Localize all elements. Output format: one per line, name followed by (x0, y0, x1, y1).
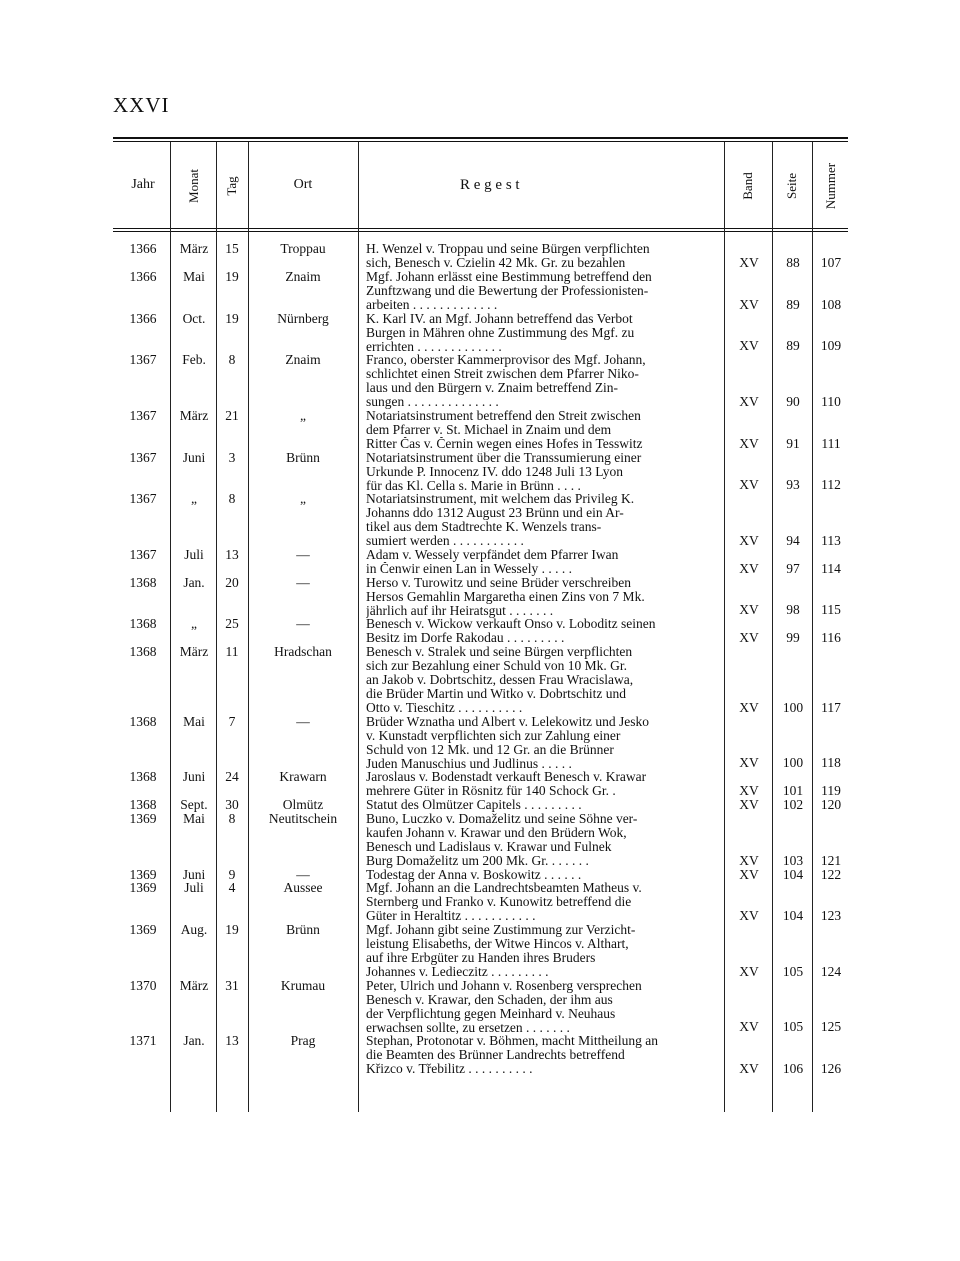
row-band: XV (739, 755, 759, 771)
row-ort: Aussee (283, 880, 323, 896)
regest-line: erwachsen sollte, zu ersetzen . . . . . . . (366, 1020, 570, 1035)
row-regest (366, 492, 720, 548)
row-ort: Neutitschein (268, 810, 338, 826)
row-tag: 8 (228, 491, 236, 507)
row-ort: Olmütz (282, 797, 324, 812)
row-regest (366, 451, 720, 493)
header-nummer: Nummer (823, 162, 838, 210)
regest-line: Statut des Olmützer Capitels . . . . . . . . . (366, 798, 582, 812)
row-monat: Sept. (180, 797, 208, 812)
row-tag: 19 (225, 268, 239, 284)
regest-line: Jaroslaus v. Bodenstadt verkauft Benesch v. Krawar (366, 770, 647, 785)
row-regest (366, 270, 720, 312)
row-jahr: 1367 (129, 546, 157, 562)
regest-line: kaufen Johann v. Krawar und den Brüdern Wok, (366, 825, 627, 840)
row-jahr: 1366 (129, 241, 157, 256)
row-jahr: 1368 (129, 769, 157, 785)
row-regest (366, 923, 720, 979)
regest-line: Benesch v. Krawar, den Schaden, der ihm aus (366, 992, 613, 1007)
row-monat: März (179, 977, 209, 993)
row-tag: 19 (225, 922, 239, 938)
row-seite: 105 (782, 1019, 804, 1035)
row-seite: 100 (782, 699, 804, 715)
row-nummer: 118 (821, 755, 841, 771)
col-divider-tag (248, 142, 249, 1112)
row-ort: Znaim (285, 352, 321, 368)
row-monat: Mai (183, 810, 205, 826)
row-seite: 102 (782, 797, 804, 812)
row-regest (366, 312, 720, 354)
row-seite: 91 (786, 435, 800, 451)
row-monat: Oct. (182, 310, 206, 326)
row-band: XV (739, 254, 759, 270)
regest-line: jährlich auf ihr Heiratsgut . . . . . . . (366, 603, 554, 618)
row-tag: 30 (225, 797, 239, 812)
row-jahr: 1368 (129, 797, 157, 812)
regest-line: Todestag der Anna v. Boskowitz . . . . . . (366, 867, 582, 882)
row-seite: 103 (782, 852, 804, 868)
row-band: XV (739, 963, 759, 979)
row-nummer: 109 (820, 338, 842, 354)
regest-line: tikel aus dem Stadtrechte K. Wenzels trans- (366, 520, 602, 535)
row-nummer: 122 (820, 866, 842, 882)
regest-line: Buno, Luczko v. Domaželitz und seine Söhne ver- (366, 811, 638, 826)
row-ort: — (296, 866, 310, 882)
regest-line: sumiert werden . . . . . . . . . . . (366, 534, 524, 549)
regest-line: Burg Domaželitz um 200 Mk. Gr. . . . . . . (366, 853, 589, 868)
row-ort: — (296, 616, 310, 632)
regest-line: Peter, Ulrich und Johann v. Rosenberg versprechen (366, 978, 642, 993)
regest-line: Mgf. Johann erlässt eine Bestimmung betreffend den (366, 269, 652, 284)
row-monat: Jan. (183, 574, 205, 590)
regest-line: Sternberg und Franko v. Kunowitz betreffend die (366, 895, 632, 910)
row-monat: „ (191, 491, 197, 507)
row-jahr: 1369 (129, 810, 157, 826)
regest-line: auf ihre Erbgüter zu Handen ihres Bruders (366, 951, 596, 966)
row-band: XV (739, 797, 759, 812)
row-seite: 104 (782, 866, 804, 882)
header-band: Band (740, 172, 755, 200)
row-seite: 106 (782, 1061, 804, 1077)
row-jahr: 1367 (129, 491, 157, 507)
regest-line: Notariatsinstrument betreffend den Streit zwischen (366, 408, 641, 423)
regest-line: Ritter Čas v. Černin wegen eines Hofes in Tesswitz (366, 436, 643, 451)
row-monat: Aug. (180, 922, 208, 938)
regest-line: leistung Elisabeths, der Witwe Hincos v. Althart, (366, 937, 629, 952)
row-seite: 105 (782, 963, 804, 979)
row-band: XV (739, 908, 759, 924)
row-nummer: 114 (821, 560, 841, 576)
row-nummer: 120 (820, 797, 842, 812)
row-nummer: 117 (821, 699, 841, 715)
row-seite: 104 (782, 908, 804, 924)
regest-line: Güter in Heraltitz . . . . . . . . . . . (366, 909, 536, 924)
col-divider-regest (724, 142, 725, 1112)
row-monat: Feb. (182, 352, 206, 368)
row-ort: Krawarn (279, 769, 327, 785)
row-band: XV (739, 699, 759, 715)
row-jahr: 1368 (129, 616, 157, 632)
regest-line: die Brüder Martin und Witko v. Dobrtschitz und (366, 687, 627, 702)
row-band: XV (739, 1019, 759, 1035)
row-tag: 31 (225, 977, 239, 993)
regest-line: dem Pfarrer v. St. Michael in Znaim und dem (366, 422, 612, 437)
row-band: XV (739, 435, 759, 451)
row-monat: Juli (184, 880, 204, 896)
row-nummer: 107 (820, 254, 842, 270)
row-seite: 89 (786, 296, 800, 312)
regest-line: Notariatsinstrument über die Transsumierung einer (366, 450, 642, 465)
row-nummer: 116 (821, 630, 841, 646)
regest-line: Besitz im Dorfe Rakodau . . . . . . . . . (366, 631, 565, 646)
row-regest (366, 812, 720, 868)
row-jahr: 1370 (129, 977, 157, 993)
row-ort: Brünn (286, 449, 320, 465)
regest-line: v. Kunstadt verpflichten sich zur Zahlung einer (366, 728, 621, 743)
row-jahr: 1366 (129, 268, 157, 284)
row-ort: Prag (290, 1033, 316, 1049)
row-ort: Troppau (280, 241, 326, 256)
regest-line: für das Kl. Cella s. Marie in Brünn . . . . (366, 478, 581, 493)
regest-line: Brüder Wznatha und Albert v. Lelekowitz und Jesko (366, 714, 650, 729)
header-regest: R e g e s t (460, 177, 520, 193)
row-tag: 11 (225, 644, 239, 660)
row-monat: Juni (182, 449, 206, 465)
row-band: XV (739, 532, 759, 548)
row-regest (366, 576, 720, 618)
row-nummer: 110 (821, 393, 841, 409)
row-monat: Juni (182, 866, 206, 882)
row-band: XV (739, 852, 759, 868)
row-monat: Juni (182, 769, 206, 785)
regest-line: in Čenwir einen Lan in Wessely . . . . . (366, 561, 573, 576)
row-tag: 8 (228, 810, 236, 826)
row-nummer: 108 (820, 296, 842, 312)
row-tag: 3 (228, 449, 236, 465)
row-nummer: 112 (821, 477, 841, 493)
row-seite: 93 (786, 477, 800, 493)
row-tag: 9 (228, 866, 236, 882)
regest-line: Johanns ddo 1312 August 23 Brünn und ein Ar- (366, 506, 624, 521)
row-nummer: 121 (820, 852, 842, 868)
row-regest (366, 617, 720, 645)
row-jahr: 1369 (129, 866, 157, 882)
row-band: XV (739, 866, 759, 882)
row-nummer: 124 (820, 963, 842, 979)
row-regest (366, 409, 720, 451)
row-jahr: 1368 (129, 574, 157, 590)
row-ort: — (296, 574, 310, 590)
row-monat: Jan. (183, 1033, 205, 1049)
row-tag: 13 (225, 1033, 239, 1049)
row-nummer: 123 (820, 908, 842, 924)
header-tag: Tag (224, 176, 239, 196)
regest-line: Schuld von 12 Mk. und 12 Gr. an die Brünner (366, 742, 614, 757)
regest-line: Benesch und Ladislaus v. Krawar und Fulnek (366, 839, 612, 854)
row-ort: Krumau (280, 977, 326, 993)
row-regest (366, 798, 720, 812)
col-divider-monat (216, 142, 217, 1112)
row-nummer: 119 (821, 783, 841, 799)
regest-line: Urkunde P. Innocenz IV. ddo 1248 Juli 13 Lyon (366, 464, 623, 479)
row-tag: 19 (225, 310, 239, 326)
row-band: XV (739, 560, 759, 576)
row-seite: 98 (786, 602, 800, 618)
row-ort: — (296, 546, 310, 562)
row-regest (366, 868, 720, 882)
row-jahr: 1369 (129, 880, 157, 896)
row-jahr: 1368 (129, 644, 157, 660)
row-nummer: 113 (821, 532, 841, 548)
row-tag: 20 (225, 574, 239, 590)
row-ort: Hradschan (274, 644, 332, 660)
header-rule-2 (113, 231, 848, 232)
regest-line: sungen . . . . . . . . . . . . . . (366, 395, 499, 410)
row-nummer: 111 (821, 435, 841, 451)
regest-line: Adam v. Wessely verpfändet dem Pfarrer Iwan (366, 547, 619, 562)
row-band: XV (739, 296, 759, 312)
row-regest (366, 353, 720, 409)
col-divider-ort (358, 142, 359, 1112)
regest-line: Juden Manuschius und Judlinus . . . . . (366, 756, 572, 771)
regest-line: Křizco v. Třebilitz . . . . . . . . . . (366, 1062, 533, 1077)
row-tag: 21 (225, 407, 239, 423)
row-band: XV (739, 338, 759, 354)
row-ort: „ (300, 491, 306, 507)
header-monat: Monat (186, 169, 201, 203)
row-band: XV (739, 477, 759, 493)
header-jahr: Jahr (131, 177, 155, 192)
row-monat: Juli (184, 546, 204, 562)
row-regest (366, 979, 720, 1035)
row-monat: „ (191, 616, 197, 632)
row-tag: 25 (225, 616, 239, 632)
regest-line: mehrere Güter in Rösnitz für 140 Schock Gr. . (366, 784, 616, 799)
regest-line: Franco, oberster Kammerprovisor des Mgf. Johann, (366, 353, 646, 368)
row-jahr: 1371 (129, 1033, 157, 1049)
regest-line: Benesch v. Stralek und seine Bürgen verpflichten (366, 645, 633, 660)
row-ort: Nürnberg (277, 310, 329, 326)
header-seite: Seite (784, 173, 799, 199)
regest-line: Notariatsinstrument, mit welchem das Privileg K. (366, 492, 635, 507)
row-band: XV (739, 602, 759, 618)
row-jahr: 1369 (129, 922, 157, 938)
row-seite: 94 (786, 532, 800, 548)
row-jahr: 1366 (129, 310, 157, 326)
row-ort: „ (300, 407, 306, 423)
top-rule-thick (113, 137, 848, 139)
top-rule-thin (113, 141, 848, 142)
regest-line: Hersos Gemahlin Margaretha einen Zins von 7 Mk. (366, 589, 645, 604)
row-tag: 4 (228, 880, 236, 896)
col-divider-jahr (170, 142, 171, 1112)
regest-line: Burgen in Mähren ohne Zustimmung des Mgf. zu (366, 325, 635, 340)
row-tag: 24 (225, 769, 239, 785)
row-band: XV (739, 1061, 759, 1077)
regest-line: sich zur Bezahlung einer Schuld von 10 Mk. Gr. (366, 659, 627, 674)
row-band: XV (739, 393, 759, 409)
row-seite: 88 (786, 254, 800, 270)
regest-line: arbeiten . . . . . . . . . . . . . (366, 297, 498, 312)
regest-line: Otto v. Tieschitz . . . . . . . . . . (366, 701, 523, 716)
row-regest (366, 881, 720, 923)
page-number: XXVI (113, 93, 170, 117)
row-nummer: 125 (820, 1019, 842, 1035)
row-regest (366, 770, 720, 798)
row-monat: März (179, 644, 209, 660)
row-nummer: 115 (821, 602, 841, 618)
row-monat: Mai (183, 268, 205, 284)
row-seite: 89 (786, 338, 800, 354)
row-regest (366, 548, 720, 576)
row-regest (366, 242, 720, 270)
row-seite: 90 (786, 393, 800, 409)
regest-line: Benesch v. Wickow verkauft Onso v. Loboditz seinen (366, 617, 656, 632)
row-ort: Znaim (285, 268, 321, 284)
row-tag: 13 (225, 546, 239, 562)
regest-line: Zunftzwang und die Bewertung der Professionisten- (366, 283, 649, 298)
row-regest (366, 645, 720, 715)
row-jahr: 1367 (129, 352, 157, 368)
row-band: XV (739, 630, 759, 646)
row-monat: Mai (183, 713, 205, 729)
row-ort: Brünn (286, 922, 320, 938)
row-tag: 8 (228, 352, 236, 368)
regest-line: H. Wenzel v. Troppau und seine Bürgen verpflichten (366, 242, 650, 256)
row-jahr: 1367 (129, 449, 157, 465)
regest-line: Herso v. Turowitz und seine Brüder verschreiben (366, 575, 631, 590)
row-regest (366, 715, 720, 771)
regest-line: K. Karl IV. an Mgf. Johann betreffend das Verbot (366, 311, 633, 326)
row-monat: März (179, 407, 209, 423)
row-seite: 101 (782, 783, 804, 799)
row-tag: 15 (225, 241, 239, 256)
regest-line: Mgf. Johann an die Landrechtsbeamten Matheus v. (366, 881, 642, 896)
row-jahr: 1367 (129, 407, 157, 423)
regest-line: an Jakob v. Dobrtschitz, dessen Frau Wracislawa, (366, 673, 634, 688)
row-jahr: 1368 (129, 713, 157, 729)
regest-line: Mgf. Johann gibt seine Zustimmung zur Verzicht- (366, 923, 636, 938)
row-seite: 99 (786, 630, 800, 646)
row-seite: 97 (786, 560, 800, 576)
regest-line: schlichtet einen Streit zwischen dem Pfarrer Niko- (366, 367, 639, 382)
row-regest (366, 1034, 720, 1076)
regest-line: sich, Benesch v. Czielin 42 Mk. Gr. zu bezahlen (366, 256, 626, 270)
row-ort: — (296, 713, 310, 729)
regest-line: Stephan, Protonotar v. Böhmen, macht Mittheilung an (366, 1034, 658, 1049)
regest-line: der Verpflichtung gegen Meinhard v. Neuhaus (366, 1006, 616, 1021)
row-tag: 7 (228, 713, 236, 729)
regest-line: errichten . . . . . . . . . . . . . (366, 339, 502, 354)
row-band: XV (739, 783, 759, 799)
header-rule-1 (113, 228, 848, 229)
row-monat: März (179, 241, 209, 256)
regest-line: Johannes v. Ledieczitz . . . . . . . . . (366, 965, 549, 980)
regest-line: laus und den Bürgern v. Znaim betreffend Zin- (366, 381, 619, 396)
row-seite: 100 (782, 755, 804, 771)
row-nummer: 126 (820, 1061, 842, 1077)
header-ort: Ort (293, 177, 313, 192)
regest-line: die Beamten des Brünner Landrechts betreffend (366, 1048, 625, 1063)
